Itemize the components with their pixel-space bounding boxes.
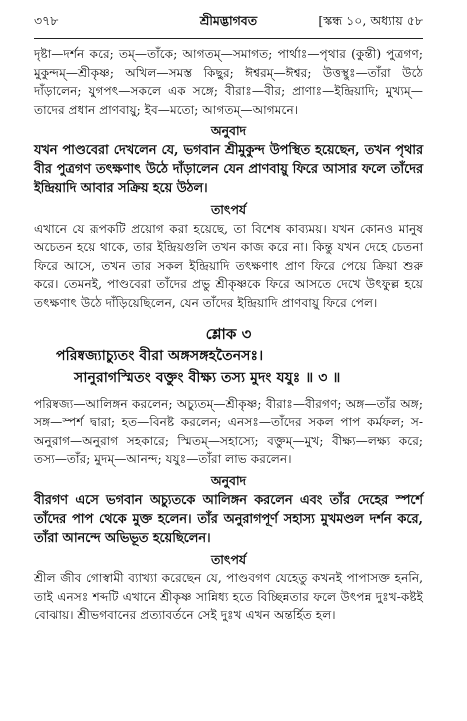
page-header [34,0,423,39]
translation-heading: অনুবাদ [210,123,247,139]
translation-verse-2: যখন পাণ্ডবেরা দেখলেন যে, ভগবান শ্রীমুকুন্দ উপস্থিত হয়েছেন, তখন পৃথার বীর পুত্রগণ তৎক্ষণাৎ উঠে দাঁড়ালেন যেন প্রাণবায়ু ফিরে আসার ফলে তাঁদের ইন্দ্রিয়াদি আবার সক্রিয় হয়ে উঠল। [34,142,423,196]
purport-heading: তাৎপর্য [210,201,247,217]
synonyms-verse-3: পরিষ্বজ্য—আলিঙ্গন করলেন; অচ্যুতম্—শ্রীকৃষ্ণ; বীরাঃ—বীরগণ; অঙ্গ—তাঁর অঙ্গ; সঙ্গ—স্পর্শ দ্বারা; হত—বিনষ্ট করলেন; এনসঃ—তাঁদের সকল পাপ কর্মফল; স-অনুরাগ—অনুরাগ সহকারে; স্মিতম্—সহাস্যে; বক্তুম্—মুখ; বীক্ষ্য—লক্ষ্য করে; তস্য—তাঁর; মুদম্—আনন্দ; যযুঃ—তাঁরা লাভ করলেন। [34,396,423,467]
translation-heading: অনুবাদ [210,472,247,488]
verse-line-2: সানুরাগস্মিতং বক্তুং বীক্ষ্য তস্য মুদং যযুঃ ॥ ৩ ॥ [74,369,341,386]
purport-heading: তাৎপর্য [210,551,247,567]
verse-number: শ্লোক ৩ [205,324,252,343]
purport-verse-3: শ্রীল জীব গোস্বামী ব্যাখ্যা করেছেন যে, পাণ্ডবগণ যেহেতু কখনই পাপাসক্ত হননি, তাই এনসঃ শব্দটি এখানে শ্রীকৃষ্ণ সান্নিধ্য হতে বিচ্ছিন্নতার ফলে উৎপন্ন দুঃখ-কষ্টই বোঝায়। শ্রীভগবানের প্রত্যাবর্তনে সেই দুঃখ এখন অন্তর্হিত হল। [34,571,423,623]
translation-verse-3: বীরগণ এসে ভগবান অচ্যুতকে আলিঙ্গন করলেন এবং তাঁর দেহের স্পর্শে তাঁদের পাপ থেকে মুক্ত হলেন। তাঁর অনুরাগপূর্ণ সহাস্য মুখমণ্ডল দর্শন করে, তাঁরা আনন্দে অভিভূত হয়েছিলেন। [34,492,423,546]
verse-line-1: পরিষ্বজ্যাচ্যুতং বীরা অঙ্গসঙ্গহতৈনসঃ। [56,347,264,364]
purport-verse-2: এখানে যে রূপকটি প্রয়োগ করা হয়েছে, তা বিশেষ কাব্যময়। যখন কোনও মানুষ অচেতন হয়ে থাকে, তার ইন্দ্রিয়গুলি তখন কাজ করে না। কিন্তু যখন দেহে চেতনা ফিরে আসে, তখন তার সকল ইন্দ্রিয়াদি তৎক্ষণাৎ প্রাণ ফিরে পেয়ে ক্রিয়া শুরু করে। তেমনই, পাণ্ডবেরা তাঁদের প্রভু শ্রীকৃষ্ণকে ফিরে আসতে দেখে উৎফুল্ল হয়ে তৎক্ষণাৎ উঠে দাঁড়িয়েছিলেন, যেন তাঁদের ইন্দ্রিয়াদি প্রাণবায়ু ফিরে পেল। [34,221,423,310]
synonyms-verse-2: দৃষ্টা—দর্শন করে; তম্—তাঁকে; আগতম্—সমাগত; পার্থাঃ—পৃথার (কুন্তী) পুত্রগণ; মুকুন্দম্—শ্রীকৃষ্ণ; অখিল—সমস্ত কিছুর; ঈশ্বরম্—ঈশ্বর; উত্তস্থুঃ—তাঁরা উঠে দাঁড়ালেন; যুগপৎ—সকলে এক সঙ্গে; বীরাঃ—বীর; প্রাণাঃ—ইন্দ্রিয়াদি; মুখ্যম্—তাদের প্রধান প্রাণবায়ু; ইব—মতো; আগতম্—আগমনে। [34,47,423,117]
page-number: ৩৭৮ [34,13,59,28]
chapter-reference: [স্কন্ধ ১০, অধ্যায় ৫৮ [318,13,423,28]
running-title: শ্রীমদ্ভাগবত [199,13,258,28]
